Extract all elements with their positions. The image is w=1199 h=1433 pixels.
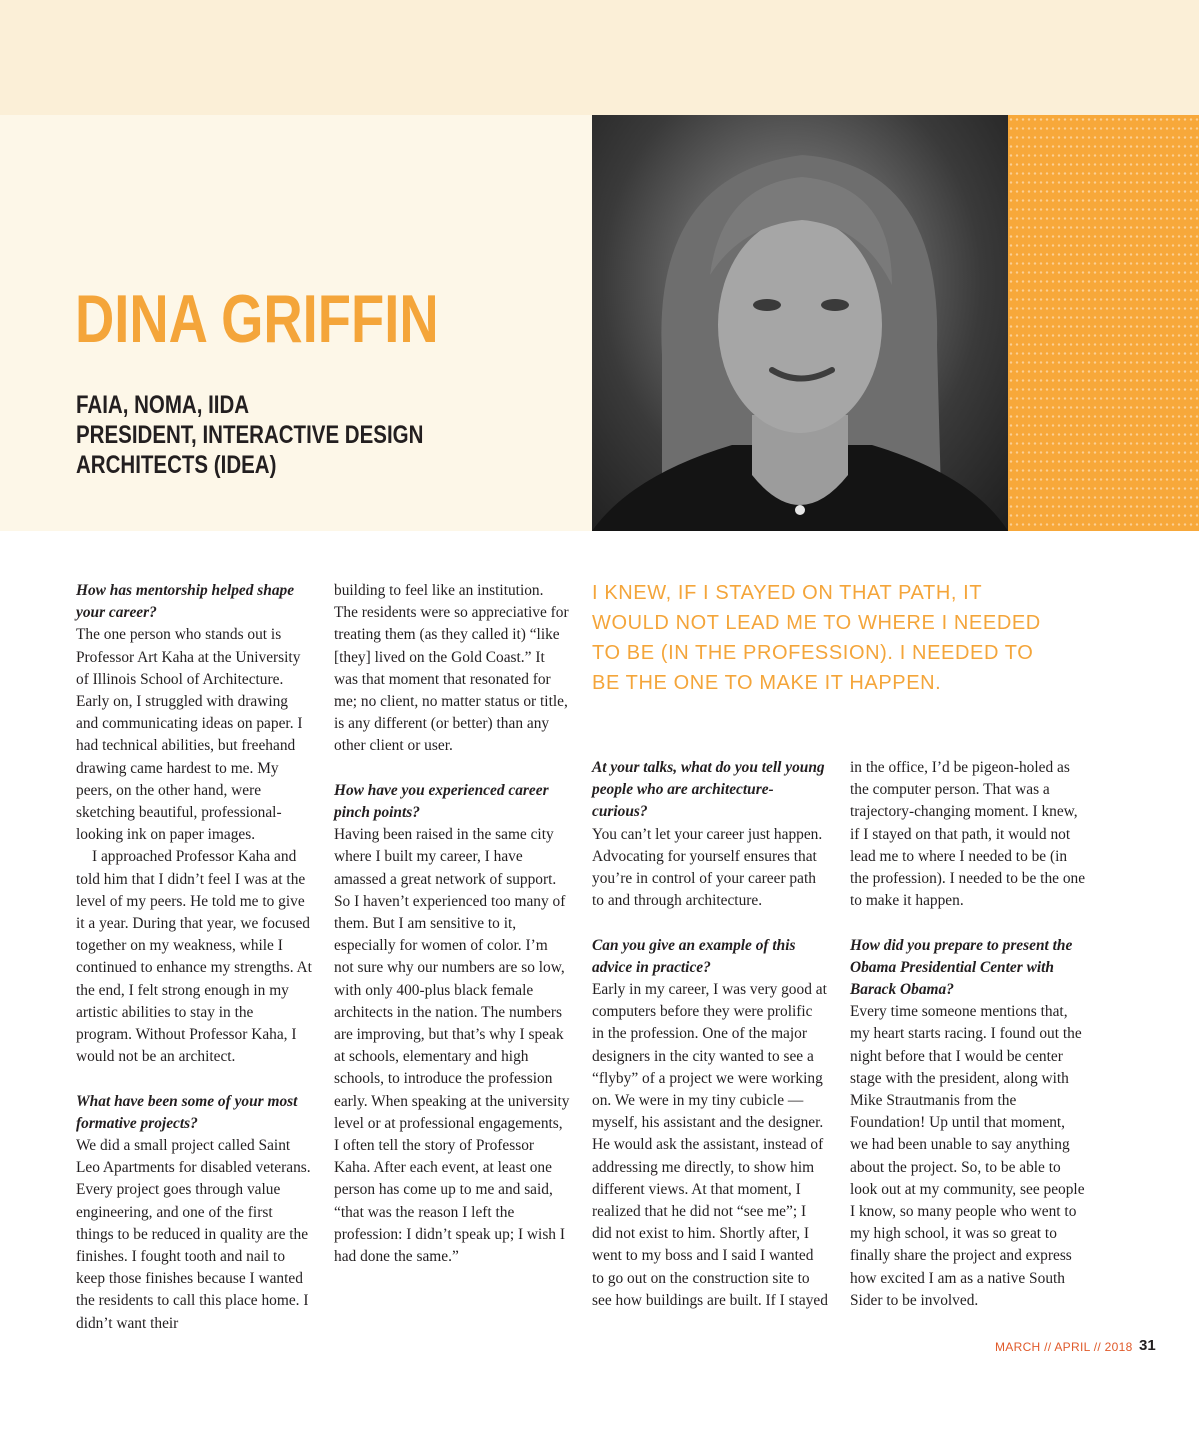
portrait-photo xyxy=(592,115,1008,531)
answer-advice-example-cont: in the office, I’d be pigeon-holed as the computer person. That was a trajectory-changing moment. I knew, if I stayed on that path, it would not lead me to where I needed to be (in the profession). I needed to be the one to make it happen. xyxy=(850,759,1086,910)
issue-date: MARCH // APRIL // 2018 xyxy=(995,1340,1133,1354)
column-3 xyxy=(592,757,828,1312)
title-line-1: FAIA, NOMA, IIDA xyxy=(76,391,250,419)
question-advice-example: Can you give an example of this advice in practice? xyxy=(592,936,796,976)
pull-quote: I KNEW, IF I STAYED ON THAT PATH, IT WOULD NOT LEAD ME TO WHERE I NEEDED TO BE (IN THE PROFESSION). I NEEDED TO BE THE ONE TO MAKE IT HAPPEN. xyxy=(592,582,1041,694)
question-mentorship: How has mentorship helped shape your career? xyxy=(76,582,295,622)
portrait-illustration xyxy=(592,115,1008,531)
profile-name: DINA GRIFFIN xyxy=(75,281,439,357)
question-formative-projects: What have been some of your most formative projects? xyxy=(76,1092,298,1132)
question-obama-center: How did you prepare to present the Obama Presidential Center with Barack Obama? xyxy=(850,936,1073,999)
question-young-people: At your talks, what do you tell young people who are architecture-curious? xyxy=(592,759,825,821)
answer-mentorship-p2: I approached Professor Kaha and told him that I didn’t feel I was at the level of my peers. He told me to give it a year. During that year, we focused together on my weakness, while I continued to enhance my strengths. At the end, I felt strong enough in my artistic abilities to stay in the program. Without Professor Kaha, I would not be an architect. xyxy=(76,848,312,1066)
column-1 xyxy=(76,580,312,1335)
answer-pinch-points: Having been raised in the same city where I built my career, I have amassed a great network of support. So I haven’t experienced too many of them. But I am sensitive to it, especially for women of color. I’m not sure why our numbers are so low, with only 400-plus black female architects in the nation. The numbers are improving, but that’s why I speak at schools, elementary and high schools, to introduce the profession early. When speaking at the university level or at professional engagements, I often tell the story of Professor Kaha. After each event, at least one person has come up to me and said, “that was the reason I left the profession: I didn’t speak up; I wish I had done the same.” xyxy=(334,826,570,1266)
title-line-3: ARCHITECTS (IDEA) xyxy=(76,451,277,479)
column-4 xyxy=(850,757,1086,1312)
answer-obama-center: Every time someone mentions that, my heart starts racing. I found out the night before that I would be center stage with the president, along with Mike Strautmanis from the Foundation! Up until that moment, we had been unable to say anything about the project. So, to be able to look out at my community, see people I know, so many people who went to my high school, it was so great to finally share the project and express how excited I am as a native South Sider to be involved. xyxy=(850,1003,1085,1309)
answer-formative-projects: We did a small project called Saint Leo Apartments for disabled veterans. Every project goes through value engineering, and one of the first things to be reduced in quality are the finishes. I fought tooth and nail to keep those finishes because I wanted the residents to call this place home. I didn’t want their xyxy=(76,1137,311,1332)
page-number: 31 xyxy=(1139,1337,1156,1354)
answer-mentorship-p1: The one person who stands out is Professor Art Kaha at the University of Illinois School of Architecture. Early on, I struggled with drawing and communicating ideas on paper. I had technical abilities, but freehand drawing came hardest to me. My peers, on the other hand, were sketching beautiful, professional-looking ink on paper images. xyxy=(76,626,303,844)
column-2 xyxy=(334,580,570,1268)
answer-formative-projects-cont: building to feel like an institution. The residents were so appreciative for treating them (as they called it) “like [they] lived on the Gold Coast.” It was that moment that resonated for me; no client, no matter status or title, is any different (or better) than any other client or user. xyxy=(334,582,569,755)
answer-advice-example: Early in my career, I was very good at computers before they were prolific in the profession. One of the major designers in the city wanted to see a “flyby” of a project we were working on. We were in my tiny cubicle — myself, his assistant and the designer. He would ask the assistant, instead of addressing me directly, to show him different views. At that moment, I realized that he did not “see me”; I did not exist to him. Shortly after, I went to my boss and I said I wanted to go out on the construction site to see how buildings are built. If I stayed xyxy=(592,981,828,1309)
question-pinch-points: How have you experienced career pinch points? xyxy=(334,781,549,822)
orange-dotted-strip xyxy=(1008,115,1199,531)
title-line-2: PRESIDENT, INTERACTIVE DESIGN xyxy=(76,421,424,449)
top-band xyxy=(0,0,1199,115)
answer-young-people: You can’t let your career just happen. Advocating for yourself ensures that you’re in control of your career path to and through architecture. xyxy=(592,825,823,910)
profile-titles xyxy=(76,390,423,480)
